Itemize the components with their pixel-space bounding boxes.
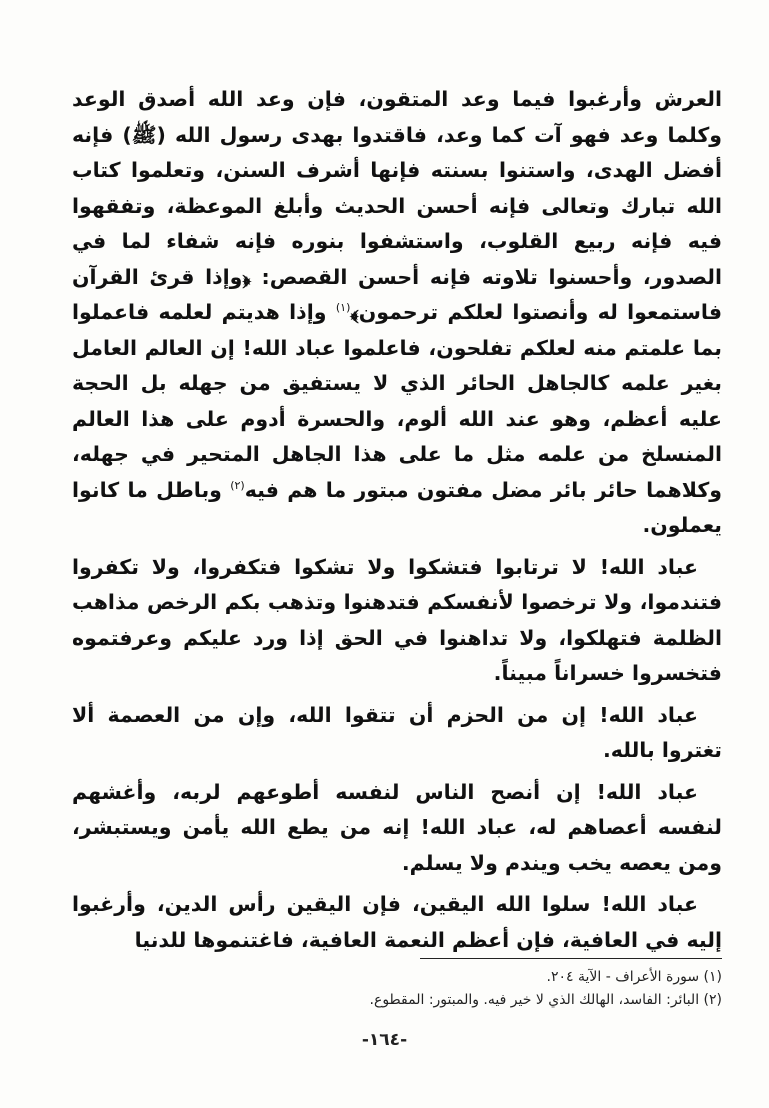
- paragraph-1-cont: وإذا هديتم لعلمه فاعملوا بما علمتم منه لعلكم تفلحون، فاعلموا عباد الله! إن العالم العامل بغير علمه كالجاهل الحائر الذي لا يستفيق من جهله بل الحجة عليه أعظم، وهو عند الله ألوم، والحسرة أدوم على هذا العالم المنسلخ من علمه مثل ما على هذا الجاهل المتحير في جهله، وكلاهما حائر بائر مضل مفتون مبتور ما هم فيه: [72, 300, 722, 502]
- footnote-marker-2: (٢): [230, 478, 245, 492]
- paragraph-3: عباد الله! إن من الحزم أن تتقوا الله، وإن من العصمة ألا تغتروا بالله.: [72, 702, 722, 762]
- paragraph-1: [72, 82, 722, 544]
- paragraph-2: عباد الله! لا ترتابوا فتشكوا ولا تشكوا فتكفروا، ولا تكفروا فتندموا، ولا ترخصوا لأنفسكم فتدهنوا وتذهب بكم الرخص مذاهب الظلمة فتهلكوا، ولا تداهنوا في الحق إذا ورد عليكم وعرفتموه فتخسروا خسراناً مبيناً.: [72, 554, 722, 685]
- footnote-1: (١) سورة الأعراف - الآية ٢٠٤.: [546, 969, 722, 985]
- footnote-marker-1: (١): [335, 301, 351, 315]
- main-text: [72, 82, 722, 964]
- footnote-divider: [420, 958, 722, 959]
- footnotes: [72, 966, 722, 1012]
- paragraph-1-text: العرش وأرغبوا فيما وعد المتقون، فإن وعد الله أصدق الوعد وكلما وعد فهو آت كما وعد، فاقتدوا بهدى رسول الله (ﷺ) فإنه أفضل الهدى، واستنوا بسنته فإنها أشرف السنن، وتعلموا كتاب الله تبارك وتعالى فإنه أحسن الحديث وأبلغ الموعظة، وتفقهوا فيه فإنه ربيع القلوب، واستشفوا بنوره فإنه شفاء لما في الصدور، وأحسنوا تلاوته فإنه أحسن القصص: ﴿وإذا قرئ القرآن فاستمعوا له وأنصتوا لعلكم ترحمون﴾: [72, 87, 723, 324]
- page-number: -١٦٤-: [361, 1030, 408, 1050]
- paragraph-4: عباد الله! إن أنصح الناس لنفسه أطوعهم لربه، وأغشهم لنفسه أعصاهم له، عباد الله! إنه من يطع الله يأمن ويستبشر، ومن يعصه يخب ويندم ولا يسلم.: [72, 779, 722, 875]
- paragraph-1-end: وباطل ما كانوا يعملون.: [72, 477, 722, 537]
- footnote-2: (٢) البائر: الفاسد، الهالك الذي لا خير فيه. والمبتور: المقطوع.: [369, 992, 722, 1008]
- paragraph-5: عباد الله! سلوا الله اليقين، فإن اليقين رأس الدين، وأرغبوا إليه في العافية، فإن أعظم النعمة العافية، فاغتنموها للدنيا: [72, 892, 722, 952]
